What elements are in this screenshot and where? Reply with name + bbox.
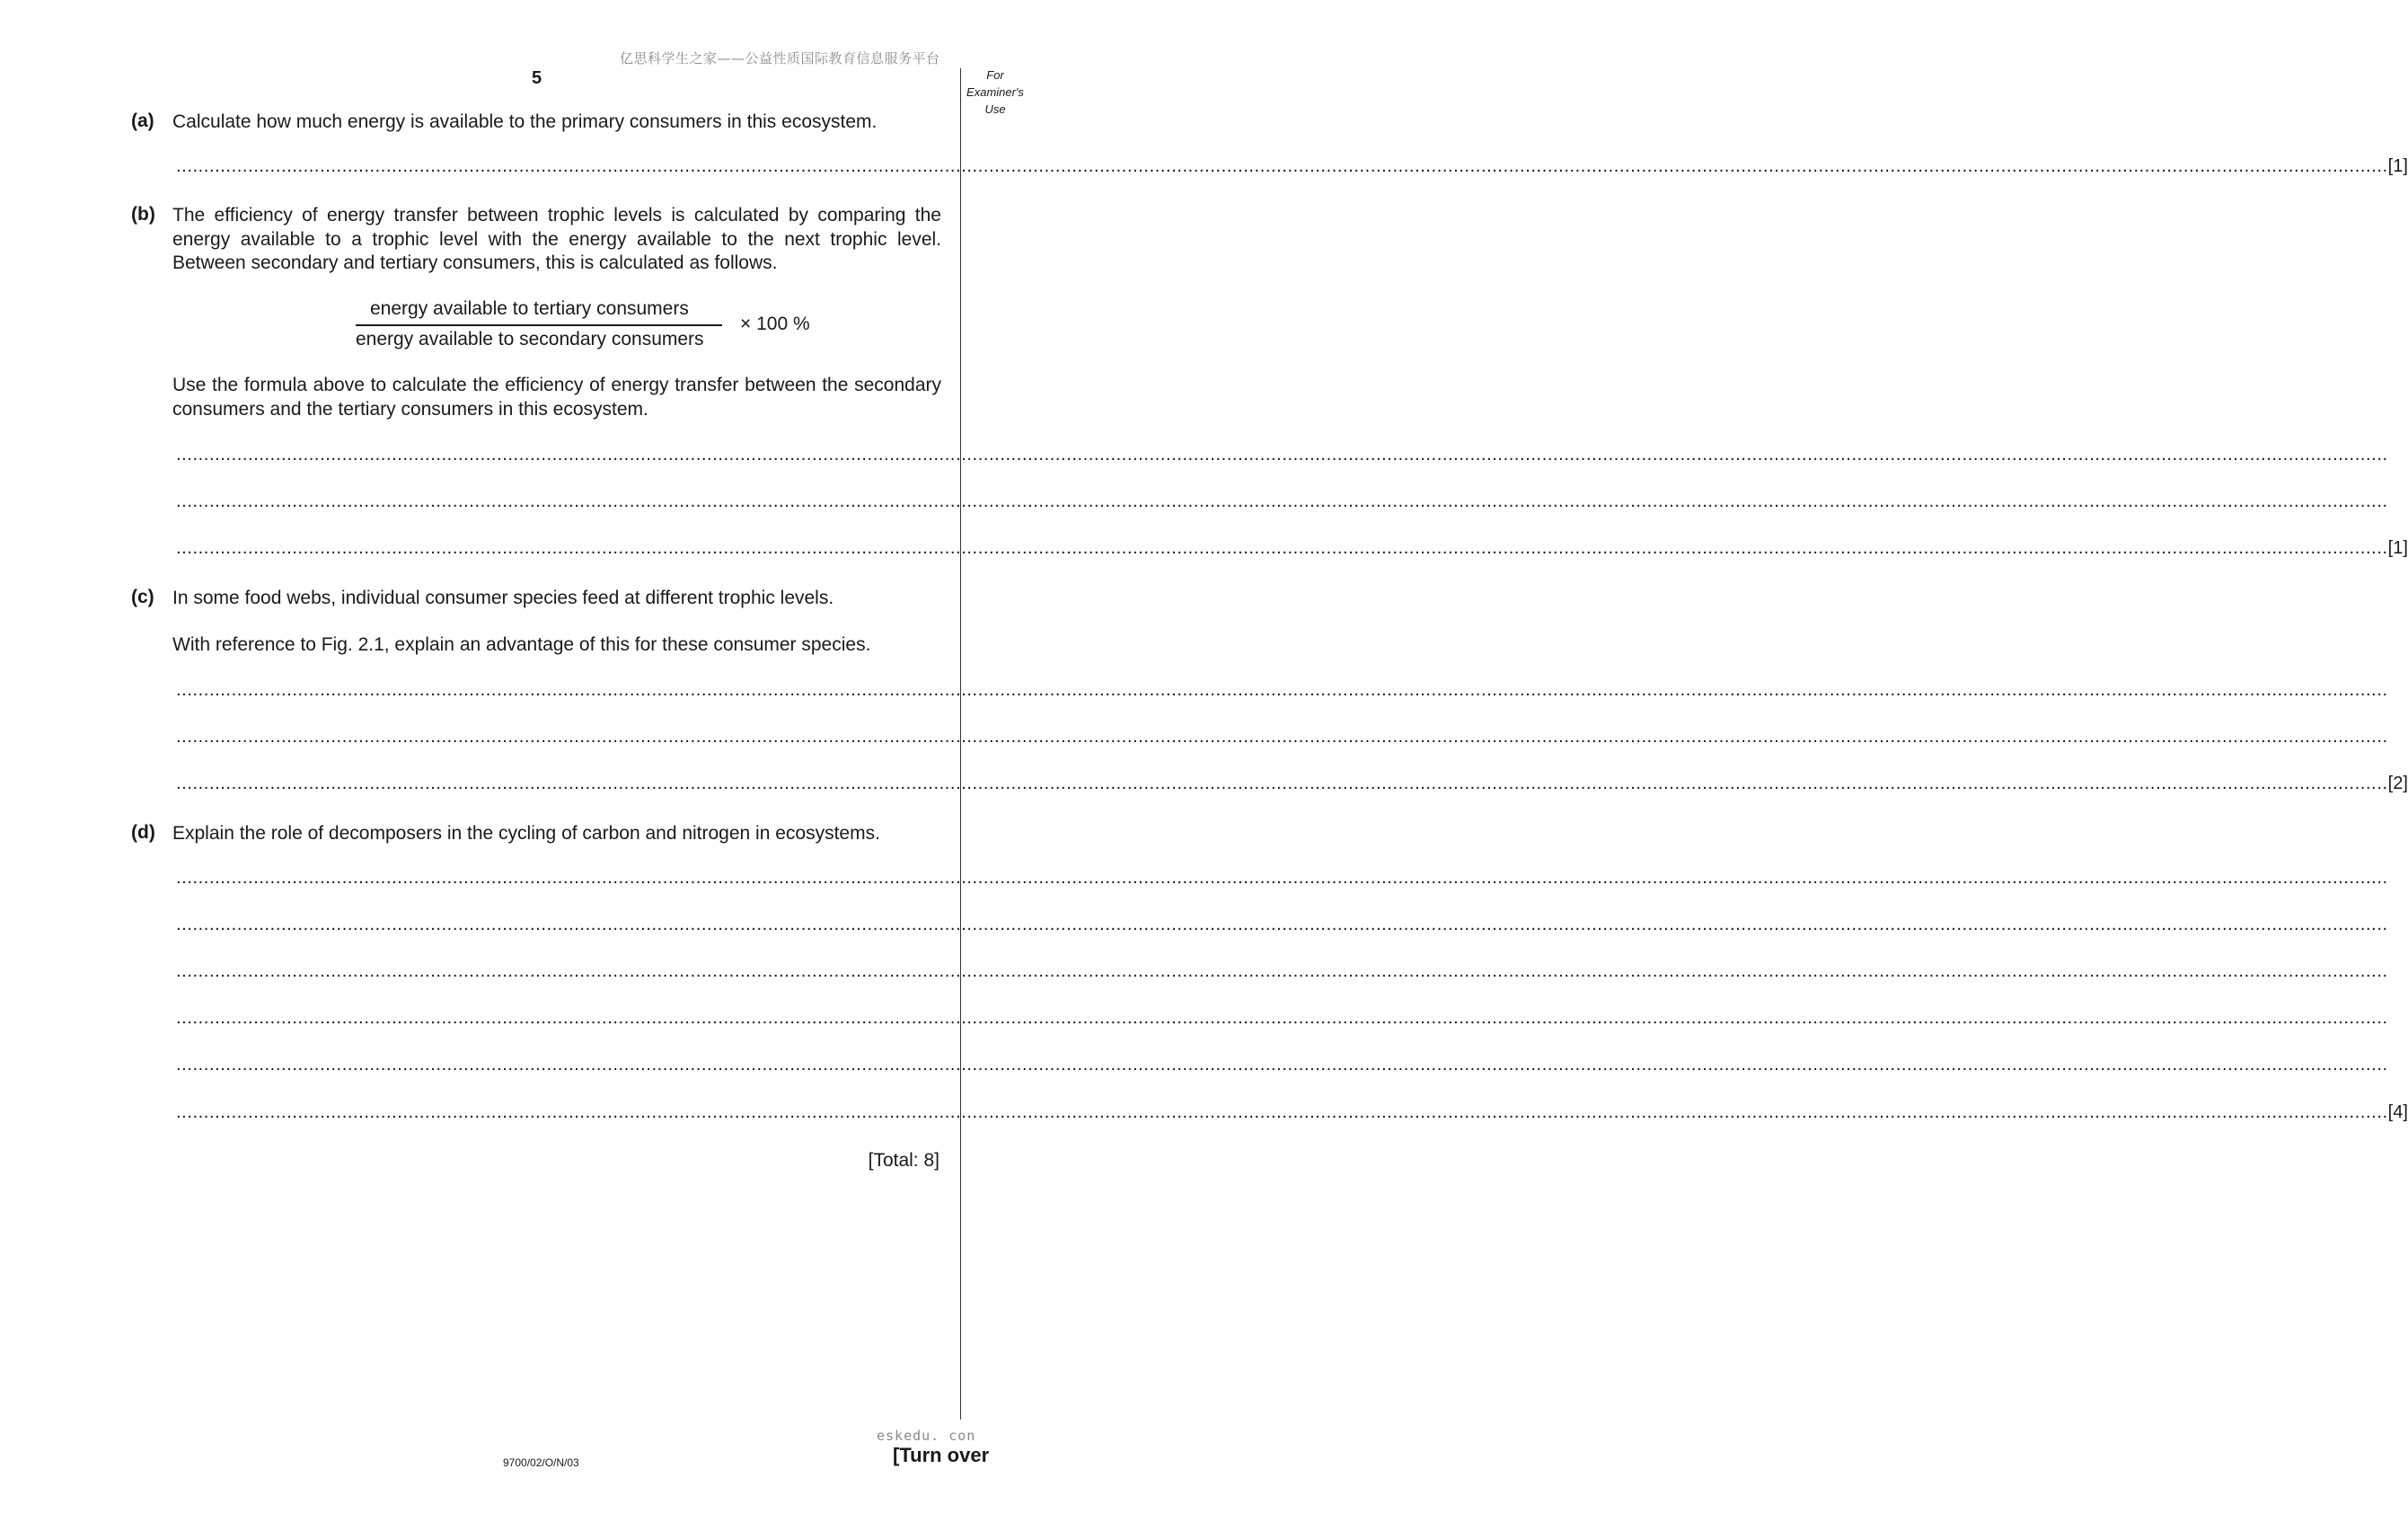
examiner-note-line-3: Use <box>984 102 1006 116</box>
question-b-text: The efficiency of energy transfer between trophic levels is calculated by comparing the energy available to a trophic level with the energy available to the next trophic level. Between secondary and tertiary consumers, this is calculated as follows. <box>172 205 941 273</box>
examiner-note-line-1: For <box>986 68 1004 82</box>
answer-line-d-3[interactable]: ................................................................................................................................................................................................................................................................................................................................................................................................................ <box>176 961 2388 981</box>
formula-fraction-bar <box>356 324 722 326</box>
answer-line-d-2[interactable]: ................................................................................................................................................................................................................................................................................................................................................................................................................ <box>176 915 2388 934</box>
question-c-instruction: With reference to Fig. 2.1, explain an advantage of this for these consumer species. <box>172 634 871 655</box>
answer-line-d-6[interactable]: ................................................................................................................................................................................................................................................................................................................................................................................................................ [4] <box>176 1102 2408 1122</box>
page-number: 5 <box>532 68 542 88</box>
mark-b: [1] <box>2387 538 2408 558</box>
answer-line-c-2[interactable]: ................................................................................................................................................................................................................................................................................................................................................................................................................ <box>176 727 2388 747</box>
answer-line-c-3[interactable]: ................................................................................................................................................................................................................................................................................................................................................................................................................ [2] <box>176 774 2408 793</box>
mark-a: [1] <box>2387 156 2408 176</box>
examiner-use-note <box>959 66 1031 118</box>
formula-multiplier: × 100 % <box>740 314 810 334</box>
site-watermark: eskedu. con <box>877 1428 976 1444</box>
answer-line-b-2[interactable]: ................................................................................................................................................................................................................................................................................................................................................................................................................ <box>176 491 2388 511</box>
question-d-label: (d) <box>131 822 155 843</box>
answer-line-d-5[interactable]: ................................................................................................................................................................................................................................................................................................................................................................................................................ <box>176 1055 2388 1075</box>
total-marks: [Total: 8] <box>868 1150 939 1171</box>
question-c-label: (c) <box>131 587 154 607</box>
turn-over-label: [Turn over <box>893 1444 990 1466</box>
answer-line-d-4[interactable]: ................................................................................................................................................................................................................................................................................................................................................................................................................ <box>176 1008 2388 1028</box>
question-d-text: Explain the role of decomposers in the cycling of carbon and nitrogen in ecosystems. <box>172 823 880 844</box>
mark-c: [2] <box>2387 774 2408 793</box>
watermark-text: 亿思科学生之家——公益性质国际教育信息服务平台 <box>620 50 940 66</box>
question-a-label: (a) <box>131 111 154 131</box>
answer-line-d-1[interactable]: ................................................................................................................................................................................................................................................................................................................................................................................................................ <box>176 868 2388 888</box>
question-b-label: (b) <box>131 204 155 225</box>
answer-line-b-3[interactable]: ................................................................................................................................................................................................................................................................................................................................................................................................................ [1] <box>176 538 2408 558</box>
answer-line-b-1[interactable]: ................................................................................................................................................................................................................................................................................................................................................................................................................ <box>176 445 2388 465</box>
answer-line-a-1[interactable]: ................................................................................................................................................................................................................................................................................................................................................................................................................ [1] <box>176 156 2408 176</box>
question-c-text: In some food webs, individual consumer species feed at different trophic levels. <box>172 588 834 608</box>
answer-line-c-1[interactable]: ................................................................................................................................................................................................................................................................................................................................................................................................................ <box>176 680 2388 700</box>
paper-code: 9700/02/O/N/03 <box>503 1456 579 1469</box>
formula-denominator: energy available to secondary consumers <box>356 329 704 349</box>
formula-numerator: energy available to tertiary consumers <box>370 298 689 319</box>
question-b-instruction: Use the formula above to calculate the efficiency of energy transfer between the secondary consumers and the tertiary consumers in this ecosystem. <box>172 375 941 420</box>
mark-d: [4] <box>2387 1102 2408 1122</box>
question-a-text: Calculate how much energy is available to the primary consumers in this ecosystem. <box>172 111 878 132</box>
examiner-note-line-2: Examiner's <box>966 85 1024 99</box>
